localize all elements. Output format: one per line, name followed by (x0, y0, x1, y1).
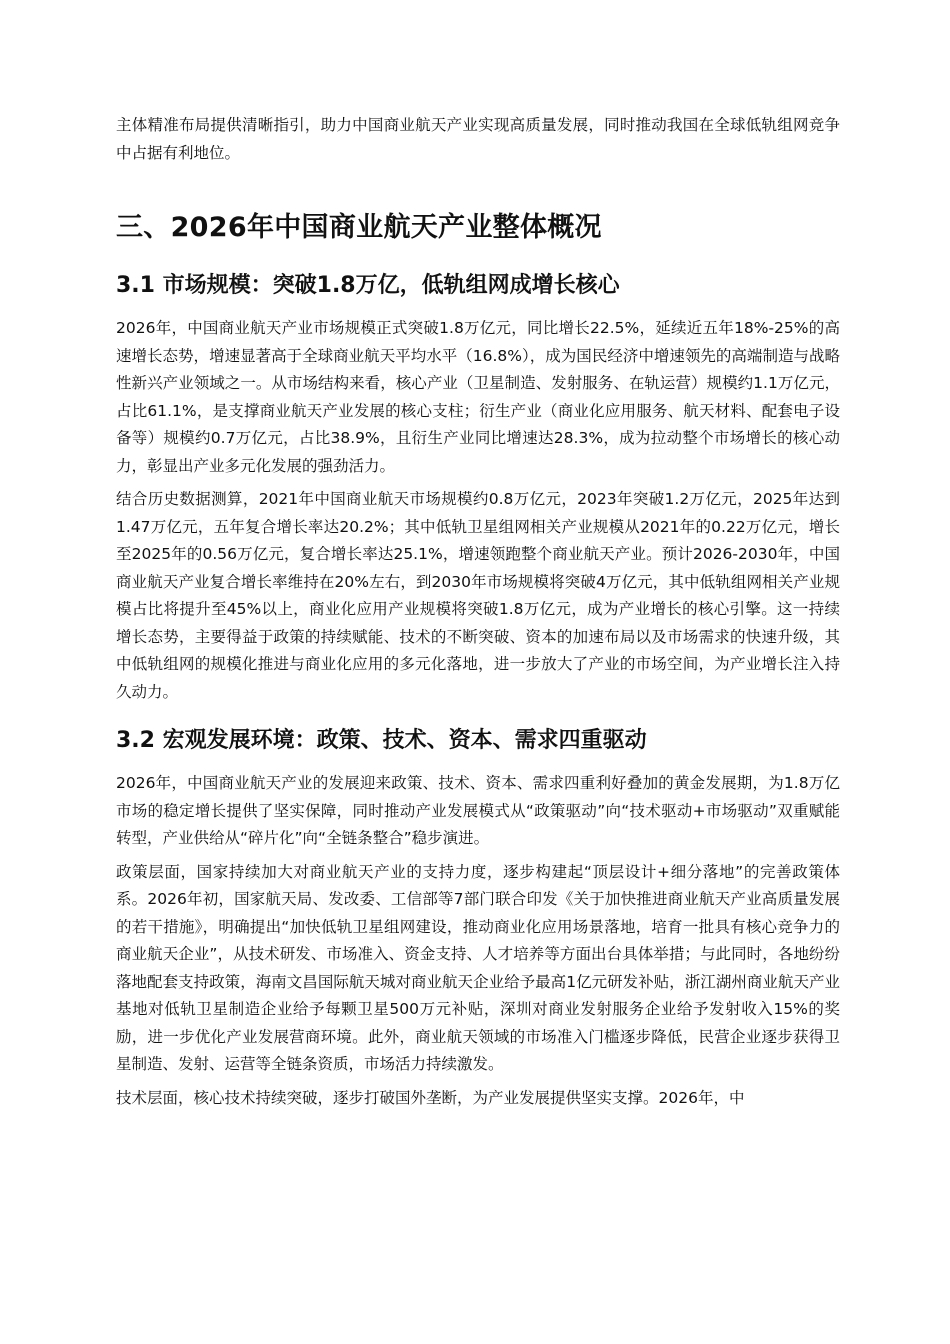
section-3-1-heading: 3.1 市场规模：突破1.8万亿，低轨组网成增长核心 (116, 273, 620, 298)
section-3-2-paragraph-3: 技术层面，核心技术持续突破，逐步打破国外垄断，为产业发展提供坚实支撑。2026年，中 (116, 1088, 745, 1107)
intro-paragraph: 主体精准布局提供清晰指引，助力中国商业航天产业实现高质量发展，同时推动我国在全球低轨组网竞争中占据有利地位。 (116, 116, 840, 162)
section-3-1-paragraph-1: 2026年，中国商业航天产业市场规模正式突破1.8万亿元，同比增长22.5%，延续近五年18%-25%的高速增长态势，增速显著高于全球商业航天平均水平（16.8%），成为国民经济中增速领先的高端制造与战略性新兴产业领域之一。从市场结构来看，核心产业（卫星制造、发射服务、在轨运营）规模约1.1万亿元，占比61.1%，是支撑商业航天产业发展的核心支柱；衍生产业（商业化应用服务、航天材料、配套电子设备等）规模约0.7万亿元，占比38.9%，且衍生产业同比增速达28.3%，成为拉动整个市场增长的核心动力，彰显出产业多元化发展的强劲活力。 (116, 319, 840, 475)
section-3-2-heading: 3.2 宏观发展环境：政策、技术、资本、需求四重驱动 (116, 728, 647, 753)
section-3-heading: 三、2026年中国商业航天产业整体概况 (116, 212, 602, 243)
section-3-2-paragraph-2: 政策层面，国家持续加大对商业航天产业的支持力度，逐步构建起“顶层设计+细分落地”的完善政策体系。2026年初，国家航天局、发改委、工信部等7部门联合印发《关于加快推进商业航天产业高质量发展的若干措施》，明确提出“加快低轨卫星组网建设，推动商业化应用场景落地，培育一批具有核心竞争力的商业航天企业”，从技术研发、市场准入、资金支持、人才培养等方面出台具体举措；与此同时，各地纷纷落地配套支持政策，海南文昌国际航天城对商业航天企业给予最高1亿元研发补贴，浙江湖州商业航天产业基地对低轨卫星制造企业给予每颗卫星500万元补贴，深圳对商业发射服务企业给予发射收入15%的奖励，进一步优化产业发展营商环境。此外，商业航天领域的市场准入门槛逐步降低，民营企业逐步获得卫星制造、发射、运营等全链条资质，市场活力持续激发。 (116, 862, 840, 1073)
document-page (116, 112, 840, 1118)
section-3-2-paragraph-1: 2026年，中国商业航天产业的发展迎来政策、技术、资本、需求四重利好叠加的黄金发展期，为1.8万亿市场的稳定增长提供了坚实保障，同时推动产业发展模式从“政策驱动”向“技术驱动+市场驱动”双重赋能转型，产业供给从“碎片化”向“全链条整合”稳步演进。 (116, 774, 840, 847)
section-3-1-paragraph-2: 结合历史数据测算，2021年中国商业航天市场规模约0.8万亿元，2023年突破1.2万亿元，2025年达到1.47万亿元，五年复合增长率达20.2%；其中低轨卫星组网相关产业规模从2021年的0.22万亿元，增长至2025年的0.56万亿元，复合增长率达25.1%，增速领跑整个商业航天产业。预计2026-2030年，中国商业航天产业复合增长率维持在20%左右，到2030年市场规模将突破4万亿元，其中低轨组网相关产业规模占比将提升至45%以上，商业化应用产业规模将突破1.8万亿元，成为产业增长的核心引擎。这一持续增长态势，主要得益于政策的持续赋能、技术的不断突破、资本的加速布局以及市场需求的快速升级，其中低轨组网的规模化推进与商业化应用的多元化落地，进一步放大了产业的市场空间，为产业增长注入持久动力。 (116, 490, 840, 701)
